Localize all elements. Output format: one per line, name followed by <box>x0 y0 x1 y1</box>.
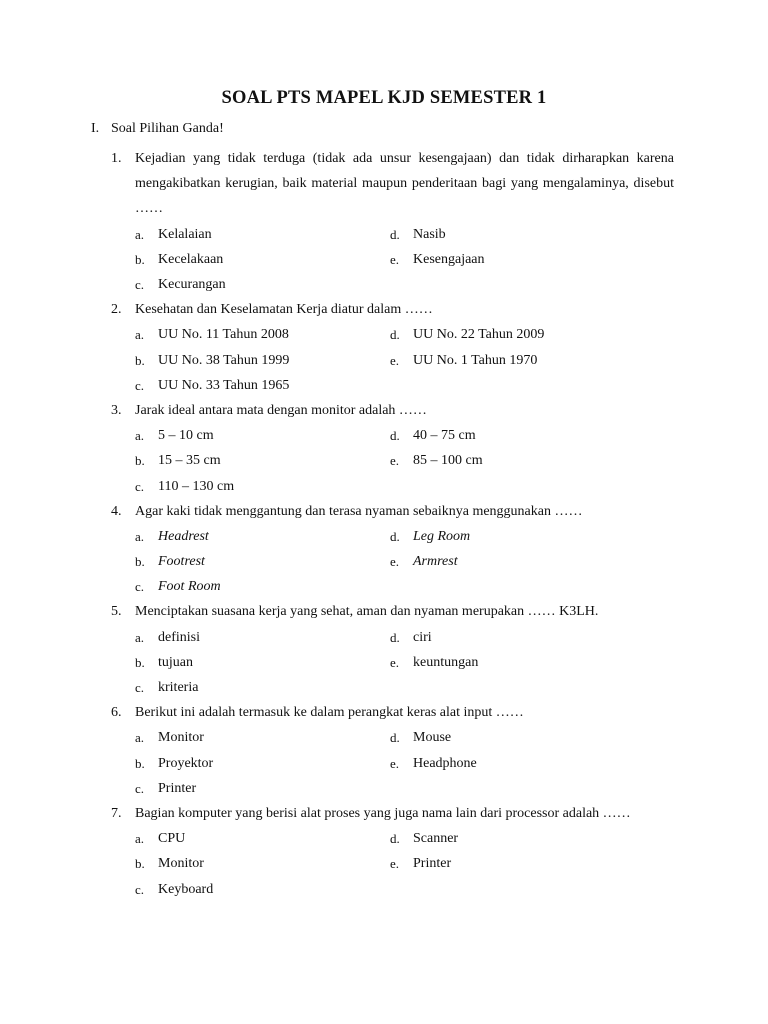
answer-option <box>390 851 674 876</box>
option-text: Armrest <box>413 554 458 570</box>
answer-option <box>390 549 674 574</box>
question-number: 5. <box>111 604 122 620</box>
answer-option <box>390 625 674 650</box>
question-text: Agar kaki tidak menggantung dan terasa nyaman sebaiknya menggunakan …… <box>135 503 583 519</box>
answer-options <box>135 625 674 701</box>
option-letter: e. <box>390 554 400 570</box>
question-text: Menciptakan suasana kerja yang sehat, aman dan nyaman merupakan …… K3LH. <box>135 604 599 620</box>
answer-option <box>135 776 390 801</box>
option-letter: c. <box>135 680 145 696</box>
option-text: Footrest <box>158 554 205 570</box>
answer-option <box>390 222 674 247</box>
question-number: 2. <box>111 302 122 318</box>
option-text: Kelalaian <box>158 226 212 242</box>
option-text: Headrest <box>158 528 209 544</box>
answer-option <box>135 423 390 448</box>
option-text: Headphone <box>413 755 477 771</box>
option-text: definisi <box>158 629 200 645</box>
option-letter: a. <box>135 528 145 544</box>
option-letter: d. <box>390 327 400 343</box>
answer-option <box>390 322 674 347</box>
option-letter: a. <box>135 327 145 343</box>
option-text: UU No. 38 Tahun 1999 <box>158 352 290 368</box>
option-letter: e. <box>390 453 400 469</box>
option-letter: c. <box>135 478 145 494</box>
option-letter: b. <box>135 856 145 872</box>
option-text: keuntungan <box>413 654 479 670</box>
answer-options <box>135 423 674 499</box>
answer-option <box>390 448 674 473</box>
question-item <box>111 297 674 398</box>
answer-options <box>135 524 674 600</box>
answer-option <box>390 751 674 776</box>
option-text: UU No. 11 Tahun 2008 <box>158 327 289 343</box>
option-text: ciri <box>413 629 432 645</box>
option-text: Proyektor <box>158 755 214 771</box>
option-text: Scanner <box>413 831 459 847</box>
question-item <box>111 499 674 600</box>
question-number: 4. <box>111 503 122 519</box>
option-letter: a. <box>135 226 145 242</box>
question-item <box>111 398 674 499</box>
option-text: Monitor <box>158 730 204 746</box>
option-letter: d. <box>390 528 400 544</box>
question-stem <box>111 398 674 423</box>
option-letter: d. <box>390 226 400 242</box>
question-item <box>111 146 674 297</box>
option-letter: c. <box>135 377 145 393</box>
question-number: 6. <box>111 705 122 721</box>
section-label: Soal Pilihan Ganda! <box>111 121 224 136</box>
answer-option <box>135 448 390 473</box>
answer-option <box>135 574 390 599</box>
option-letter: e. <box>390 856 400 872</box>
answer-option <box>135 247 390 272</box>
question-number: 3. <box>111 402 122 418</box>
answer-option <box>390 650 674 675</box>
option-text: Foot Room <box>158 579 221 595</box>
question-stem <box>111 801 674 826</box>
answer-options <box>135 322 674 398</box>
answer-option <box>135 851 390 876</box>
answer-options <box>135 725 674 801</box>
option-letter: a. <box>135 730 145 746</box>
answer-option <box>390 725 674 750</box>
option-text: Kecurangan <box>158 276 226 292</box>
question-item <box>111 599 674 700</box>
option-letter: b. <box>135 453 145 469</box>
option-letter: d. <box>390 629 400 645</box>
question-number: 7. <box>111 806 122 821</box>
option-letter: d. <box>390 831 400 847</box>
answer-option <box>135 474 390 499</box>
answer-option <box>135 348 390 373</box>
answer-option <box>135 675 390 700</box>
option-letter: e. <box>390 755 400 771</box>
option-letter: c. <box>135 579 145 595</box>
answer-option <box>135 373 390 398</box>
question-stem <box>111 700 674 725</box>
option-letter: c. <box>135 881 145 897</box>
option-letter: d. <box>390 730 400 746</box>
option-text: Keyboard <box>158 881 214 897</box>
option-letter: c. <box>135 276 145 292</box>
option-text: Nasib <box>413 226 446 242</box>
answer-option <box>135 725 390 750</box>
question-item <box>111 700 674 801</box>
option-letter: a. <box>135 831 145 847</box>
answer-options <box>135 826 674 902</box>
question-text: Berikut ini adalah termasuk ke dalam perangkat keras alat input …… <box>135 705 524 721</box>
question-text: Bagian komputer yang berisi alat proses yang juga nama lain dari processor adalah …… <box>135 806 631 821</box>
question-stem <box>111 599 674 624</box>
answer-option <box>135 272 390 297</box>
option-text: 40 – 75 cm <box>413 428 476 444</box>
option-letter: a. <box>135 629 145 645</box>
answer-option <box>135 751 390 776</box>
option-letter: b. <box>135 352 145 368</box>
answer-option <box>390 524 674 549</box>
answer-options <box>135 222 674 298</box>
answer-option <box>390 826 674 851</box>
option-letter: c. <box>135 780 145 796</box>
question-number: 1. <box>111 151 122 166</box>
option-letter: a. <box>135 428 145 444</box>
answer-option <box>135 625 390 650</box>
option-text: Kesengajaan <box>413 251 485 267</box>
option-text: 5 – 10 cm <box>158 428 214 444</box>
answer-option <box>135 524 390 549</box>
option-text: 15 – 35 cm <box>158 453 221 469</box>
option-text: Printer <box>413 856 452 872</box>
question-stem <box>111 297 674 322</box>
option-text: Leg Room <box>413 528 471 544</box>
document-title: SOAL PTS MAPEL KJD SEMESTER 1 <box>221 88 547 108</box>
option-text: UU No. 1 Tahun 1970 <box>413 352 538 368</box>
answer-option <box>390 348 674 373</box>
option-text: UU No. 22 Tahun 2009 <box>413 327 545 343</box>
question-stem <box>111 499 674 524</box>
option-letter: b. <box>135 554 145 570</box>
option-text: Kecelakaan <box>158 251 224 267</box>
answer-option <box>135 222 390 247</box>
option-text: Printer <box>158 780 197 796</box>
option-text: kriteria <box>158 680 199 696</box>
option-letter: d. <box>390 428 400 444</box>
question-stem <box>111 146 674 222</box>
option-text: UU No. 33 Tahun 1965 <box>158 377 290 393</box>
option-letter: e. <box>390 352 400 368</box>
question-text: Jarak ideal antara mata dengan monitor adalah …… <box>135 402 427 418</box>
option-text: 85 – 100 cm <box>413 453 483 469</box>
option-letter: b. <box>135 251 145 267</box>
option-letter: e. <box>390 654 400 670</box>
answer-option <box>135 549 390 574</box>
option-text: 110 – 130 cm <box>158 478 235 494</box>
option-letter: e. <box>390 251 400 267</box>
answer-option <box>390 423 674 448</box>
answer-option <box>135 826 390 851</box>
section-number: I. <box>91 121 100 136</box>
question-item <box>111 801 674 902</box>
question-list <box>111 146 674 902</box>
question-text: Kesehatan dan Keselamatan Kerja diatur dalam …… <box>135 302 433 318</box>
answer-option <box>390 247 674 272</box>
answer-option <box>135 650 390 675</box>
question-text: Kejadian yang tidak terduga (tidak ada unsur kesengajaan) dan tidak dirharapkan karena mengakibatkan kerugian, baik material maupun penderitaan bagi yang mengalaminya, disebut …… <box>135 151 674 217</box>
option-letter: b. <box>135 654 145 670</box>
section-heading <box>91 121 224 137</box>
option-text: tujuan <box>158 654 193 670</box>
option-letter: b. <box>135 755 145 771</box>
option-text: Mouse <box>413 730 452 746</box>
option-text: Monitor <box>158 856 204 872</box>
answer-option <box>135 877 390 902</box>
answer-option <box>135 322 390 347</box>
option-text: CPU <box>158 831 186 847</box>
